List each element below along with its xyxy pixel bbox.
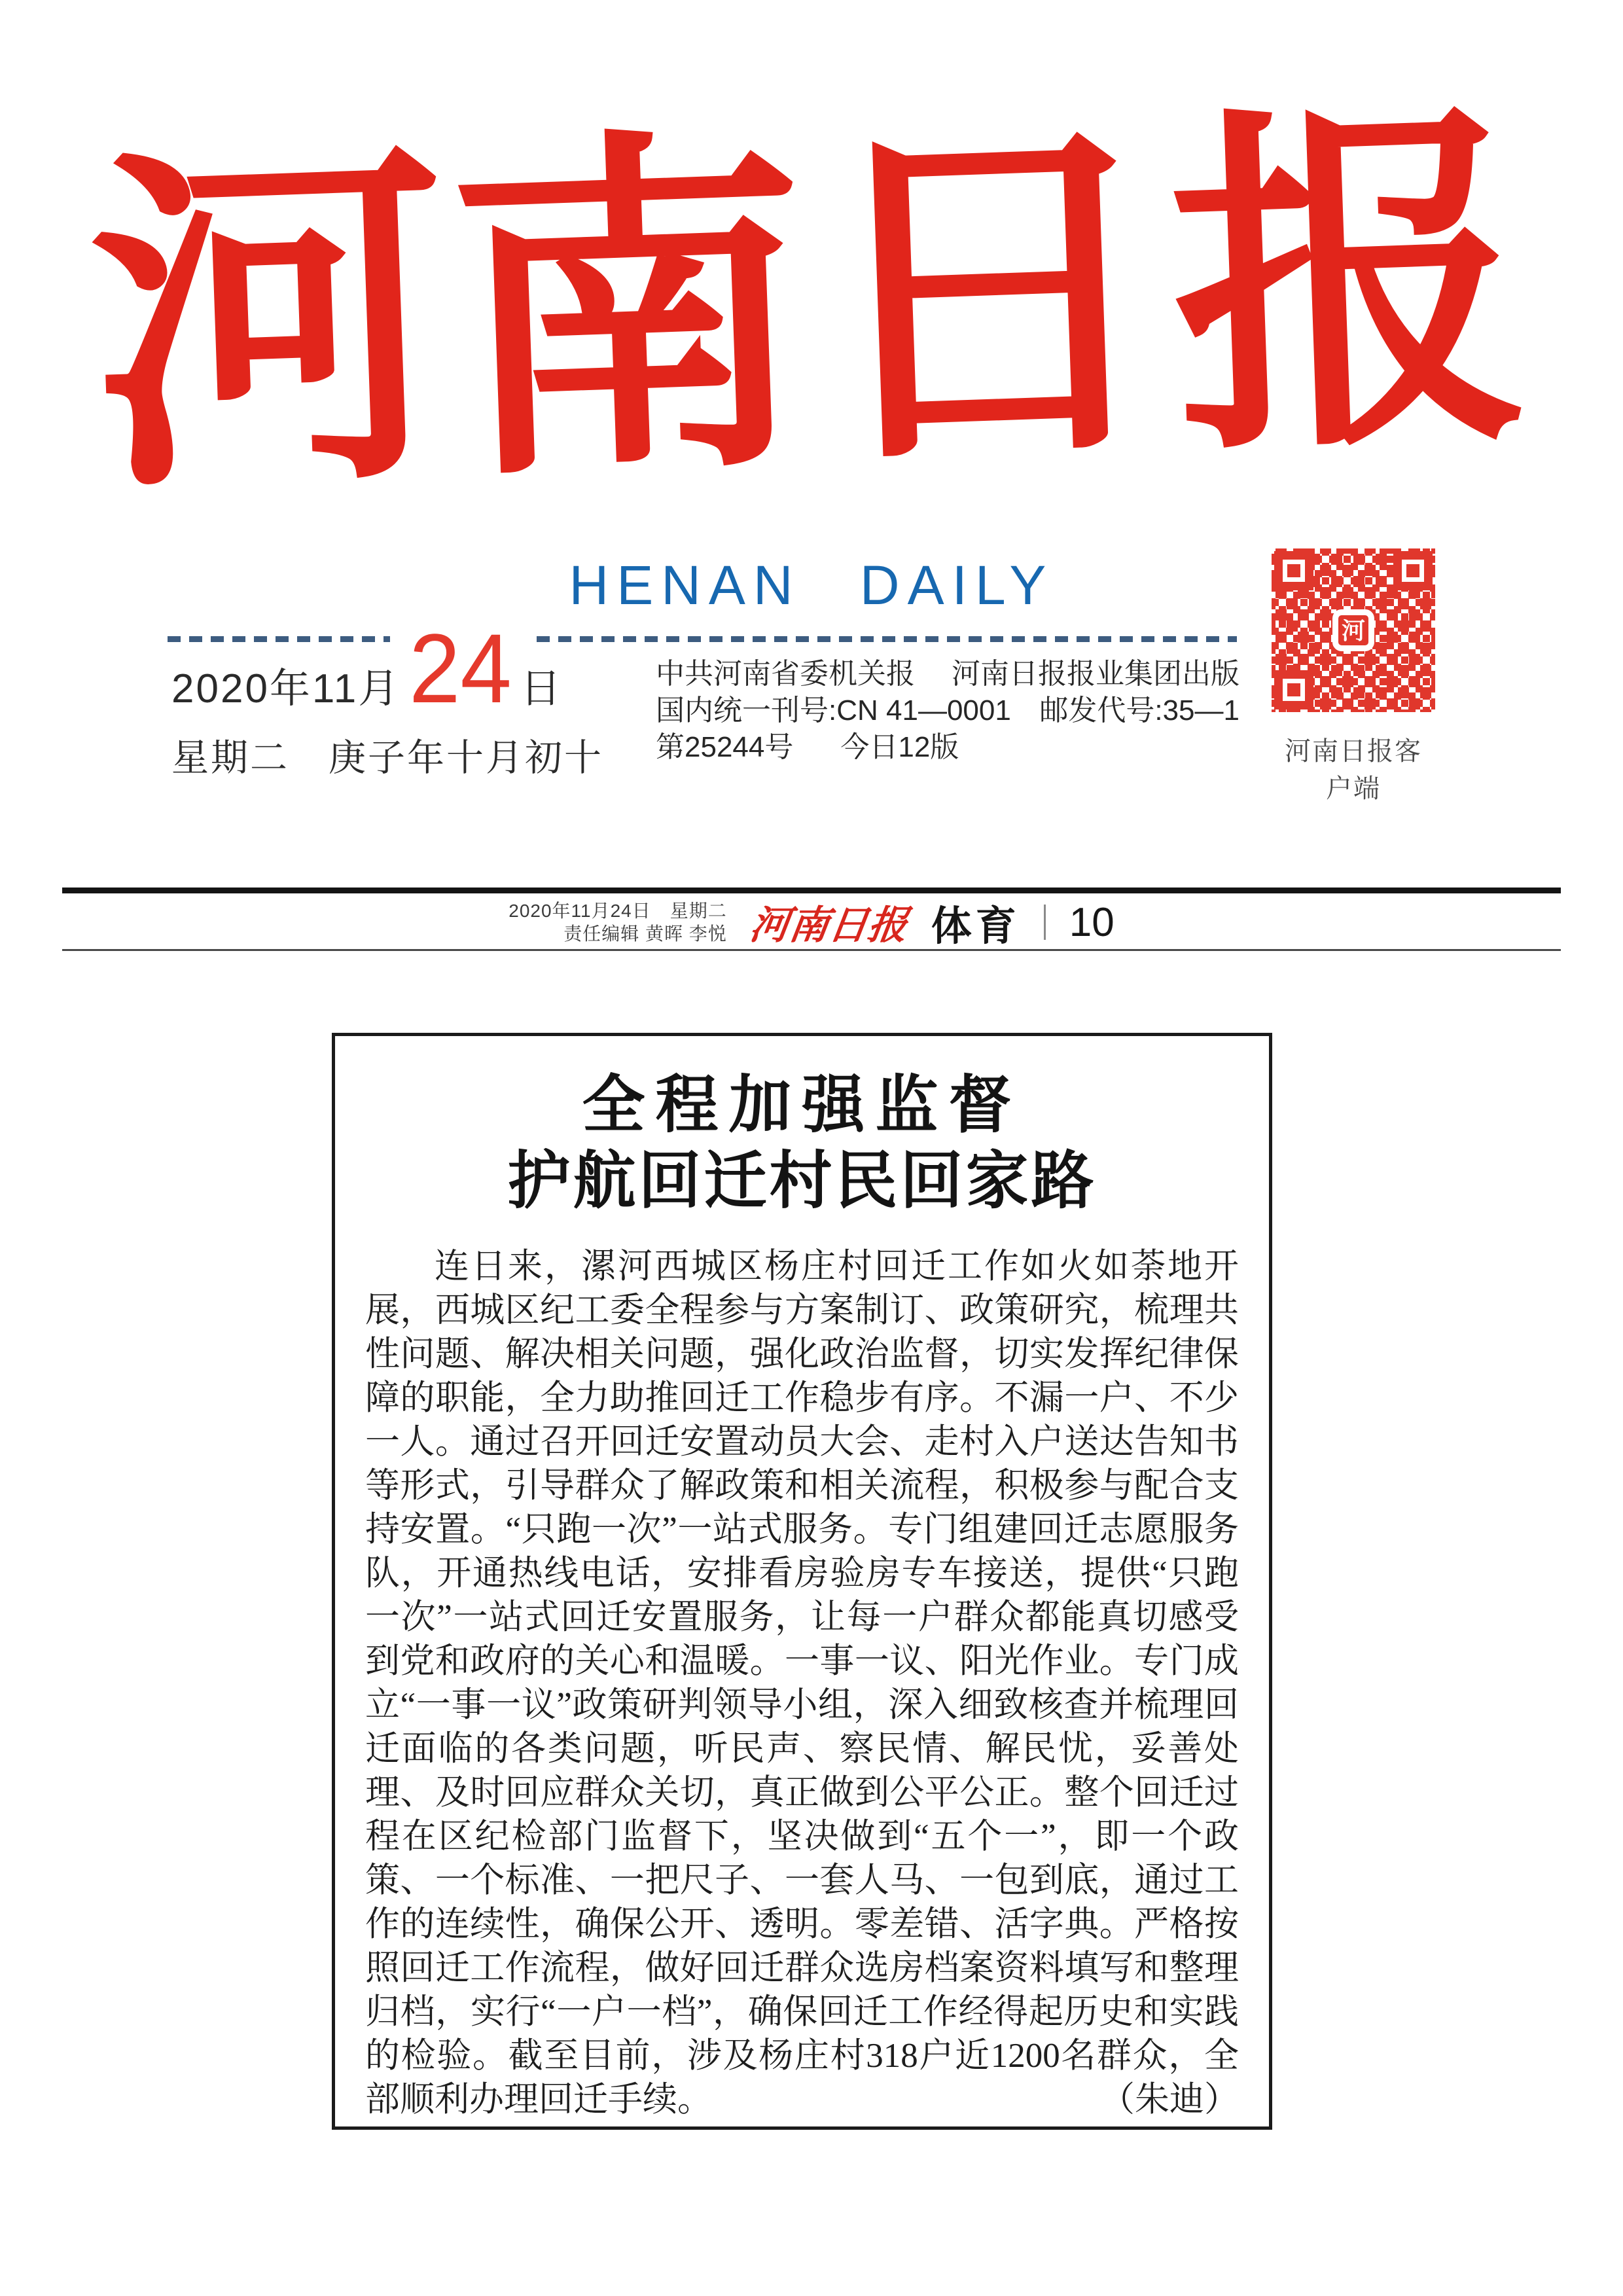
section-page-divider	[1044, 905, 1046, 940]
issn-label: 国内统一刊号:CN 41—0001	[656, 694, 1011, 726]
qr-center-logo-icon: 河	[1332, 609, 1374, 651]
publisher-label: 河南日报报业集团出版	[952, 658, 1240, 690]
qr-finder-icon	[1274, 670, 1313, 709]
section-name: 体育	[931, 903, 1020, 949]
edition-info	[508, 899, 727, 945]
publication-line-3	[656, 729, 1240, 766]
qr-block	[1272, 548, 1435, 805]
masthead-logo-small: 河南日报	[747, 904, 910, 947]
weekday-lunar-line: 星期二 庚子年十月初十	[171, 737, 603, 779]
date-prefix: 2020年11月	[171, 666, 401, 711]
date-suffix: 日	[520, 666, 562, 711]
header-rule-thin	[62, 949, 1561, 951]
qr-caption: 河南日报客户端	[1285, 737, 1422, 803]
article-title-line2: 护航回迁村民回家路	[507, 1145, 1097, 1216]
article-title-line1: 全程加强监督	[582, 1070, 1022, 1140]
masthead-title: 河南日报	[84, 84, 1539, 531]
postal-code-label: 邮发代号:35—1	[1039, 694, 1240, 726]
qr-finder-icon	[1274, 551, 1313, 590]
article-box	[332, 1033, 1272, 2130]
edition-editors: 责任编辑 黄晖 李悦	[563, 924, 727, 944]
publication-line-2	[656, 692, 1240, 729]
publication-info	[656, 656, 1240, 766]
org-label: 中共河南省委机关报	[656, 658, 915, 690]
qr-code-icon	[1272, 548, 1435, 712]
issue-number-label: 第25244号	[656, 731, 794, 763]
page-number: 10	[1069, 899, 1115, 945]
article-byline: （朱迪）	[1100, 2081, 1239, 2119]
publication-line-1	[656, 656, 1240, 692]
header-rule-thick	[62, 888, 1561, 893]
article-body	[365, 1245, 1239, 2122]
date-main-line	[171, 613, 630, 723]
dateline	[171, 613, 630, 781]
section-header	[0, 899, 1623, 949]
qr-finder-icon	[1393, 551, 1433, 590]
masthead-subtitle: HENAN DAILY	[569, 554, 1054, 616]
article-body-text: 连日来，漯河西城区杨庄村回迁工作如火如荼地开展，西城区纪工委全程参与方案制订、政策研究，梳理共性问题、解决相关问题，强化政治监督，切实发挥纪律保障的职能，全力助推回迁工作稳步有序。不漏一户、不少一人。通过召开回迁安置动员大会、走村入户送达告知书等形式，引导群众了解政策和相关流程，积极参与配合支持安置。“只跑一次”一站式服务。专门组建回迁志愿服务队，开通热线电话，安排看房验房专车接送，提供“只跑一次”一站式回迁安置服务，让每一户群众都能真切感受到党和政府的关心和温暖。一事一议、阳光作业。专门成立“一事一议”政策研判领导小组，深入细致核查并梳理回迁面临的各类问题，听民声、察民情、解民忧，妥善处理、及时回应群众关切，真正做到公平公正。整个回迁过程在区纪检部门监督下，坚决做到“五个一”，即一个政策、一个标准、一把尺子、一套人马、一包到底，通过工作的连续性，确保公开、透明。零差错、活字典。严格按照回迁工作流程，做好回迁群众选房档案资料填写和整理归档，实行“一户一档”，确保回迁工作经得起历史和实践的检验。截至目前，涉及杨庄村318户近1200名群众，全部顺利办理回迁手续。	[365, 1247, 1239, 2119]
dashed-rule-right	[537, 636, 1237, 642]
date-day-number: 24	[409, 613, 512, 723]
edition-date: 2020年11月24日 星期二	[508, 901, 727, 921]
pages-today-label: 今日12版	[840, 731, 959, 763]
